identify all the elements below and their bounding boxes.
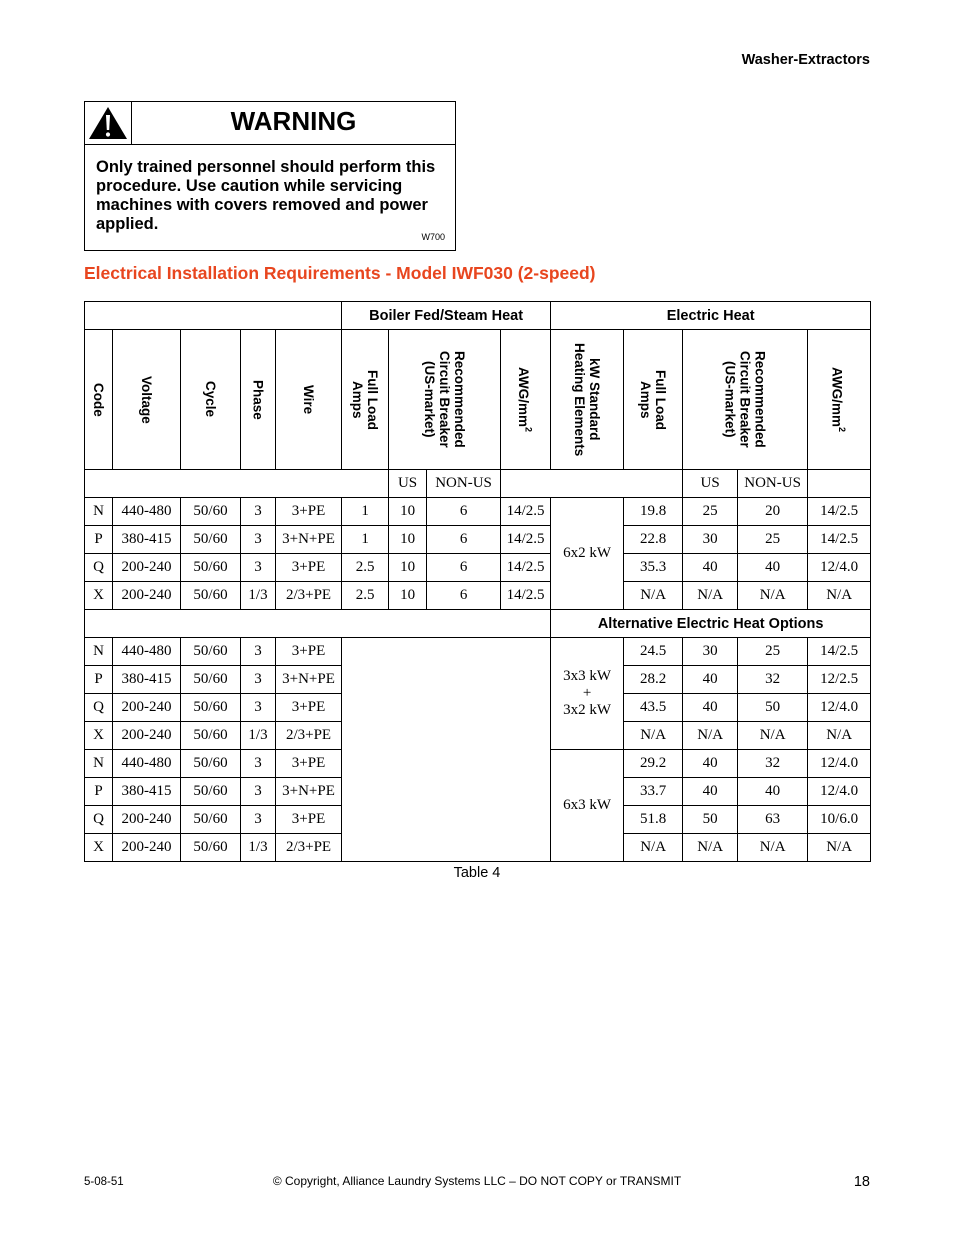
warning-code: W700	[421, 232, 445, 242]
cycle-cell: 50/60	[181, 582, 241, 610]
kw-heating-elements-cell: 6x3 kW	[551, 750, 624, 862]
full-load-amps-cell: 2.5	[342, 582, 389, 610]
sub-non-us: NON-US	[427, 470, 501, 498]
us-breaker-cell: 10	[389, 498, 427, 526]
alt-electric-heat-header: Alternative Electric Heat Options	[551, 610, 871, 638]
cycle-cell: 50/60	[181, 694, 241, 722]
awg-cell: 14/2.5	[501, 498, 551, 526]
electric-non-us-breaker-cell: N/A	[738, 582, 808, 610]
kw-heating-elements-cell: 6x2 kW	[551, 498, 624, 610]
blank-cell	[501, 470, 683, 498]
voltage-cell: 200-240	[113, 554, 181, 582]
electric-us-breaker-cell: N/A	[683, 834, 738, 862]
electric-awg-cell: 12/4.0	[808, 554, 871, 582]
col-electric-circuit-breaker: Recommended Circuit Breaker (US-market)	[683, 330, 808, 470]
sub-non-us-electric: NON-US	[738, 470, 808, 498]
non-us-breaker-cell: 6	[427, 554, 501, 582]
sub-us-electric: US	[683, 470, 738, 498]
electric-non-us-breaker-cell: 50	[738, 694, 808, 722]
voltage-cell: 200-240	[113, 582, 181, 610]
subheader-row	[85, 470, 871, 498]
electric-full-load-amps-cell: 43.5	[624, 694, 683, 722]
electric-full-load-amps-cell: N/A	[624, 722, 683, 750]
electric-us-breaker-cell: N/A	[683, 582, 738, 610]
electric-full-load-amps-cell: N/A	[624, 582, 683, 610]
electric-awg-cell: 14/2.5	[808, 526, 871, 554]
blank-cell	[808, 470, 871, 498]
kw-line: 3x2 kW	[563, 702, 612, 718]
code-cell: X	[85, 582, 113, 610]
electric-awg-cell: 12/4.0	[808, 694, 871, 722]
group-header-row	[85, 302, 871, 330]
phase-cell: 3	[241, 778, 276, 806]
phase-cell: 1/3	[241, 834, 276, 862]
code-cell: P	[85, 778, 113, 806]
voltage-cell: 200-240	[113, 834, 181, 862]
boiler-fed-header: Boiler Fed/Steam Heat	[342, 302, 551, 330]
code-cell: X	[85, 834, 113, 862]
electric-non-us-breaker-cell: 25	[738, 526, 808, 554]
electric-non-us-breaker-cell: N/A	[738, 722, 808, 750]
col-cycle: Cycle	[181, 330, 241, 470]
warning-title: WARNING	[230, 106, 357, 136]
wire-cell: 3+N+PE	[276, 526, 342, 554]
electric-awg-cell: 12/4.0	[808, 750, 871, 778]
kw-line: +	[582, 685, 592, 701]
alt-options-header-row	[85, 610, 871, 638]
voltage-cell: 440-480	[113, 638, 181, 666]
cycle-cell: 50/60	[181, 638, 241, 666]
cycle-cell: 50/60	[181, 554, 241, 582]
kw-line: 3x3 kW	[563, 668, 612, 684]
electric-awg-cell: N/A	[808, 582, 871, 610]
electric-awg-cell: 12/2.5	[808, 666, 871, 694]
code-cell: N	[85, 638, 113, 666]
wire-cell: 3+PE	[276, 554, 342, 582]
electric-us-breaker-cell: 50	[683, 806, 738, 834]
code-cell: Q	[85, 554, 113, 582]
blank-cell	[85, 302, 342, 330]
us-breaker-cell: 10	[389, 582, 427, 610]
electric-awg-cell: 10/6.0	[808, 806, 871, 834]
col-electric-full-load-amps: Full Load Amps	[624, 330, 683, 470]
phase-cell: 3	[241, 694, 276, 722]
blank-cell	[342, 638, 551, 862]
voltage-cell: 380-415	[113, 666, 181, 694]
blank-cell	[85, 610, 551, 638]
wire-cell: 3+PE	[276, 806, 342, 834]
sub-us: US	[389, 470, 427, 498]
awg-cell: 14/2.5	[501, 526, 551, 554]
electric-us-breaker-cell: 30	[683, 638, 738, 666]
electric-full-load-amps-cell: 51.8	[624, 806, 683, 834]
copyright-notice: © Copyright, Alliance Laundry Systems LLC – DO NOT COPY or TRANSMIT	[272, 1174, 682, 1188]
cycle-cell: 50/60	[181, 666, 241, 694]
awg-cell: 14/2.5	[501, 582, 551, 610]
voltage-cell: 380-415	[113, 526, 181, 554]
electric-awg-cell: N/A	[808, 722, 871, 750]
col-circuit-breaker: Recommended Circuit Breaker (US-market)	[389, 330, 501, 470]
col-kw-standard: kW Standard Heating Elements	[551, 330, 624, 470]
electric-full-load-amps-cell: 24.5	[624, 638, 683, 666]
electric-awg-cell: 14/2.5	[808, 498, 871, 526]
non-us-breaker-cell: 6	[427, 582, 501, 610]
phase-cell: 3	[241, 750, 276, 778]
phase-cell: 3	[241, 554, 276, 582]
voltage-cell: 200-240	[113, 694, 181, 722]
code-cell: Q	[85, 694, 113, 722]
us-breaker-cell: 10	[389, 554, 427, 582]
electric-non-us-breaker-cell: 40	[738, 554, 808, 582]
full-load-amps-cell: 1	[342, 526, 389, 554]
table-row	[85, 554, 871, 582]
cycle-cell: 50/60	[181, 778, 241, 806]
col-wire: Wire	[276, 330, 342, 470]
voltage-cell: 200-240	[113, 722, 181, 750]
electric-non-us-breaker-cell: N/A	[738, 834, 808, 862]
voltage-cell: 440-480	[113, 498, 181, 526]
electric-awg-cell: 14/2.5	[808, 638, 871, 666]
phase-cell: 3	[241, 666, 276, 694]
section-title: Electrical Installation Requirements - Model IWF030 (2-speed)	[84, 263, 596, 283]
cycle-cell: 50/60	[181, 750, 241, 778]
phase-cell: 3	[241, 806, 276, 834]
electric-us-breaker-cell: 40	[683, 666, 738, 694]
electric-us-breaker-cell: N/A	[683, 722, 738, 750]
wire-cell: 3+PE	[276, 750, 342, 778]
warning-triangle-icon	[88, 106, 128, 140]
col-code: Code	[85, 330, 113, 470]
warning-header	[85, 102, 455, 145]
wire-cell: 2/3+PE	[276, 834, 342, 862]
wire-cell: 3+N+PE	[276, 666, 342, 694]
cycle-cell: 50/60	[181, 498, 241, 526]
electric-us-breaker-cell: 40	[683, 778, 738, 806]
non-us-breaker-cell: 6	[427, 498, 501, 526]
col-awg: AWG/$mm^2$	[501, 330, 551, 470]
phase-cell: 3	[241, 638, 276, 666]
table-caption: Table 4	[453, 865, 501, 881]
wire-cell: 3+PE	[276, 498, 342, 526]
document-number: 5-08-51	[84, 1176, 124, 1188]
electric-us-breaker-cell: 40	[683, 554, 738, 582]
wire-cell: 2/3+PE	[276, 722, 342, 750]
wire-cell: 3+N+PE	[276, 778, 342, 806]
cycle-cell: 50/60	[181, 722, 241, 750]
wire-cell: 2/3+PE	[276, 582, 342, 610]
electric-non-us-breaker-cell: 25	[738, 638, 808, 666]
electrical-requirements-table	[84, 301, 871, 862]
cycle-cell: 50/60	[181, 834, 241, 862]
code-cell: N	[85, 750, 113, 778]
table-row	[85, 582, 871, 610]
voltage-cell: 200-240	[113, 806, 181, 834]
cycle-cell: 50/60	[181, 526, 241, 554]
kw-heating-elements-cell	[551, 638, 624, 750]
page-number: 18	[853, 1174, 870, 1190]
voltage-cell: 380-415	[113, 778, 181, 806]
awg-cell: 14/2.5	[501, 554, 551, 582]
warning-icon-cell	[85, 102, 132, 144]
code-cell: P	[85, 526, 113, 554]
wire-cell: 3+PE	[276, 694, 342, 722]
us-breaker-cell: 10	[389, 526, 427, 554]
full-load-amps-cell: 2.5	[342, 554, 389, 582]
phase-cell: 1/3	[241, 582, 276, 610]
electric-non-us-breaker-cell: 20	[738, 498, 808, 526]
electric-non-us-breaker-cell: 40	[738, 778, 808, 806]
electric-full-load-amps-cell: N/A	[624, 834, 683, 862]
electric-us-breaker-cell: 40	[683, 750, 738, 778]
code-cell: X	[85, 722, 113, 750]
electric-full-load-amps-cell: 35.3	[624, 554, 683, 582]
electric-awg-cell: 12/4.0	[808, 778, 871, 806]
col-full-load-amps: Full Load Amps	[342, 330, 389, 470]
electric-non-us-breaker-cell: 32	[738, 666, 808, 694]
electric-full-load-amps-cell: 33.7	[624, 778, 683, 806]
code-cell: P	[85, 666, 113, 694]
electric-awg-cell: N/A	[808, 834, 871, 862]
table-row	[85, 498, 871, 526]
phase-cell: 1/3	[241, 722, 276, 750]
phase-cell: 3	[241, 498, 276, 526]
col-electric-awg: AWG/$mm^2$	[808, 330, 871, 470]
electric-non-us-breaker-cell: 32	[738, 750, 808, 778]
wire-cell: 3+PE	[276, 638, 342, 666]
full-load-amps-cell: 1	[342, 498, 389, 526]
table-row	[85, 526, 871, 554]
running-header: Washer-Extractors	[741, 52, 870, 68]
col-phase: Phase	[241, 330, 276, 470]
electric-full-load-amps-cell: 22.8	[624, 526, 683, 554]
phase-cell: 3	[241, 526, 276, 554]
column-header-row	[85, 330, 871, 470]
blank-cell	[85, 470, 389, 498]
electric-us-breaker-cell: 40	[683, 694, 738, 722]
code-cell: Q	[85, 806, 113, 834]
code-cell: N	[85, 498, 113, 526]
electric-full-load-amps-cell: 29.2	[624, 750, 683, 778]
non-us-breaker-cell: 6	[427, 526, 501, 554]
electric-heat-header: Electric Heat	[551, 302, 871, 330]
electric-us-breaker-cell: 25	[683, 498, 738, 526]
warning-box	[84, 101, 456, 251]
warning-text: Only trained personnel should perform this procedure. Use caution while servicing machines with covers removed and power applied.	[96, 158, 436, 233]
electric-full-load-amps-cell: 19.8	[624, 498, 683, 526]
electric-non-us-breaker-cell: 63	[738, 806, 808, 834]
voltage-cell: 440-480	[113, 750, 181, 778]
cycle-cell: 50/60	[181, 806, 241, 834]
electric-us-breaker-cell: 30	[683, 526, 738, 554]
electric-full-load-amps-cell: 28.2	[624, 666, 683, 694]
table-row	[85, 638, 871, 666]
col-voltage: Voltage	[113, 330, 181, 470]
